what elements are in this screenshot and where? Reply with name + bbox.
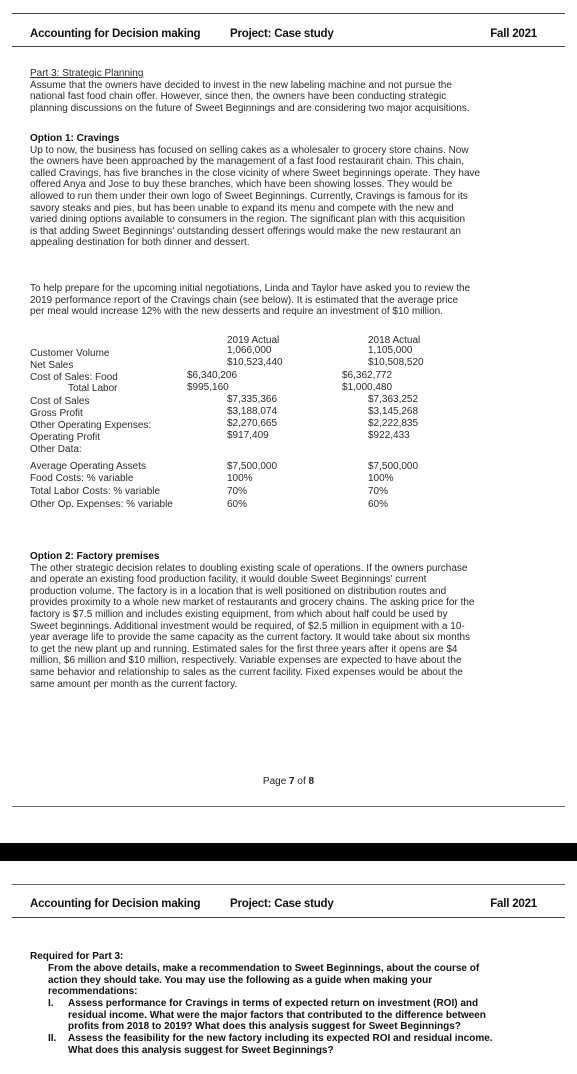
option2-line: The other strategic decision relates to doubling existing scale of operations. If the owners purchase xyxy=(30,562,468,574)
option1-line: allowed to run them under their own logo of Sweet Beginnings. Currently, Cravings is famous for its xyxy=(30,190,468,202)
required-item-line: What does this analysis suggest for Sweet Beginnings? xyxy=(68,1044,334,1056)
required-intro-line: From the above details, make a recommendation to Sweet Beginnings, about the course of xyxy=(48,963,480,974)
part3-intro-line: Assume that the owners have decided to invest in the new labeling machine and not pursue the xyxy=(30,79,452,91)
option1-line: savory steaks and pies, but has been unable to expand its menu and compete with the new and xyxy=(30,202,454,214)
cell-2018: $10,508,520 xyxy=(368,357,424,368)
option1-line: called Cravings, has five branches in the close vicinity of where Sweet beginnings operate. They have xyxy=(30,167,481,179)
header-term: Fall 2021 xyxy=(490,28,537,40)
option2-line: same behavior and relationship to sales as the current facility. Fixed expenses would be about the xyxy=(30,666,463,678)
option1-line: Up to now, the business has focused on selling cakes as a wholesaler to grocery store chains. Now xyxy=(30,144,469,156)
page-number-prefix: Page xyxy=(262,776,290,787)
row-label: Operating Profit xyxy=(30,432,101,443)
review-line: To help prepare for the upcoming initial negotiations, Linda and Taylor have asked you to review the xyxy=(30,283,471,294)
required-item-line: Assess the feasibility for the new factory including its expected ROI and residual income. xyxy=(68,1033,493,1044)
page-number-separator: of xyxy=(294,776,309,787)
row-label: Other Op. Expenses: % variable xyxy=(30,499,173,510)
option1-line: offered Anya and Jose to buy these branches, which have been showing losses. They would be xyxy=(30,179,453,191)
option1-line: the owners have been approached by the management of a fast food restaurant chain. This chain, xyxy=(30,156,464,168)
footer-rule xyxy=(12,806,565,807)
cell-2019: 70% xyxy=(227,486,248,497)
required-item-line: Assess performance for Cravings in terms of expected return on investment (ROI) and xyxy=(68,998,479,1009)
review-line: per meal would increase 12% with the new desserts and require an investment of $10 million. xyxy=(30,306,443,318)
option2-title: Option 2: Factory premises xyxy=(30,551,160,562)
row-label: Average Operating Assets xyxy=(30,461,146,472)
col-header-2019: 2019 Actual xyxy=(227,335,280,346)
row-label: Net Sales xyxy=(30,360,74,371)
row-label: Food Costs: % variable xyxy=(30,473,134,484)
option2-line: provides proximity to a whole new market of restaurants and grocery chains. The asking price for the xyxy=(30,597,475,609)
option2-line: Sweet beginnings. Additional investment would be required, of $2.5 million in equipment with a 10- xyxy=(30,620,465,632)
header-project-title: Project: Case study xyxy=(230,898,334,910)
review-line: 2019 performance report of the Cravings chain (see below). It is estimated that the average price xyxy=(30,294,459,306)
required-item-number: I. xyxy=(48,998,54,1009)
cell-2018: 70% xyxy=(368,486,389,497)
option1-title: Option 1: Cravings xyxy=(30,133,120,144)
row-label: Cost of Sales xyxy=(30,396,90,407)
document-page-2 xyxy=(0,870,577,1074)
header-course-title: Accounting for Decision making xyxy=(30,898,201,910)
option2-line: same amount per month as the current factory. xyxy=(30,678,238,690)
row-label: Other Data: xyxy=(30,444,82,455)
cell-2019: 1,066,000 xyxy=(227,345,272,356)
header-course-title: Accounting for Decision making xyxy=(30,28,201,40)
option2-line: factory is $7.5 million and includes existing equipment, from which about half could be used by xyxy=(30,608,448,620)
cell-2019: $995,160 xyxy=(187,382,229,393)
header-bottom-rule xyxy=(12,917,565,918)
col-header-2018: 2018 Actual xyxy=(368,335,421,346)
cell-2019: $10,523,440 xyxy=(227,357,283,368)
cell-2018: 60% xyxy=(368,499,389,510)
option1-line: appealing destination for both dinner and dessert. xyxy=(30,237,250,249)
cell-2019: $6,340,206 xyxy=(187,370,238,381)
required-intro-line: recommendations: xyxy=(48,986,138,998)
option2-line: million, $6 million and $10 million, respectively. Variable expenses are expected to have about the xyxy=(30,655,462,667)
cell-2019: $7,500,000 xyxy=(227,461,278,472)
cell-2019: 100% xyxy=(227,473,253,484)
cell-2018: $2,222,835 xyxy=(368,418,419,429)
required-item-number: II. xyxy=(48,1033,57,1044)
cell-2019: $7,335,366 xyxy=(227,394,278,405)
page-separator xyxy=(0,843,577,861)
header-top-rule xyxy=(12,13,565,14)
option1-review-paragraph xyxy=(30,283,538,318)
cell-2018: $922,433 xyxy=(368,430,410,441)
cell-2019: 60% xyxy=(227,499,248,510)
header-top-rule xyxy=(12,884,565,885)
option2-line: production volume. The factory is in a location that is well positioned on distribution routes and xyxy=(30,585,447,597)
required-intro-line: action they should take. You may use the following as a guide when making your xyxy=(48,974,433,986)
cell-2018: $1,000,480 xyxy=(342,382,393,393)
cell-2019: $2,270,665 xyxy=(227,418,278,429)
option1-line: is that adding Sweet Beginnings' outstanding dessert offerings would make the new restaurant an xyxy=(30,225,461,237)
row-label: Other Operating Expenses: xyxy=(30,420,152,431)
page-number-current: 7 xyxy=(289,776,295,787)
cell-2019: $917,409 xyxy=(227,430,269,441)
part3-heading: Part 3: Strategic Planning xyxy=(30,68,144,79)
part3-intro-line: national fast food chain offer. However, since then, the owners have been conducting strategic xyxy=(30,91,447,103)
option1-section xyxy=(30,133,538,249)
option1-line: varied dining options available to consumers in the region. The significant plan with this acquisition xyxy=(30,214,466,226)
option2-line: year average life to provide the same capacity as the current factory. It would take about six months xyxy=(30,632,471,644)
option2-line: to get the new plant up and running. Estimated sales for the first three years after it opens are $4 xyxy=(30,643,458,655)
header-bottom-rule xyxy=(12,46,565,47)
cell-2018: $7,363,252 xyxy=(368,394,419,405)
row-label: Cost of Sales: Food xyxy=(30,372,118,383)
part3-intro-line: planning discussions on the future of Sweet Beginnings and are considering two major acquisitions. xyxy=(30,102,470,114)
required-item-text xyxy=(68,998,538,1033)
row-label: Total Labor Costs: % variable xyxy=(30,486,161,497)
header-term: Fall 2021 xyxy=(490,898,537,910)
cell-2018: 100% xyxy=(368,473,394,484)
part3-section xyxy=(30,68,538,114)
page-number xyxy=(0,776,577,787)
cell-2018: $6,362,772 xyxy=(342,370,393,381)
required-item-text xyxy=(68,1033,538,1056)
page-number-total: 8 xyxy=(308,776,315,787)
required-item-line: residual income. What were the major factors that contributed to the difference between xyxy=(68,1009,486,1021)
row-label: Customer Volume xyxy=(30,348,110,359)
header-project-title: Project: Case study xyxy=(230,28,334,40)
required-item-line: profits from 2018 to 2019? What does this analysis suggest for Sweet Beginnings? xyxy=(68,1021,461,1033)
cell-2018: $7,500,000 xyxy=(368,461,419,472)
option2-section xyxy=(30,551,538,690)
cell-2019: $3,188,074 xyxy=(227,406,278,417)
cell-2018: 1,105,000 xyxy=(368,345,413,356)
option2-line: and operate an existing food production facility, it would double Sweet Beginnings' current xyxy=(30,574,427,586)
row-label: Gross Profit xyxy=(30,408,83,419)
cell-2018: $3,145,268 xyxy=(368,406,419,417)
required-intro xyxy=(48,963,538,998)
required-title: Required for Part 3: xyxy=(30,951,124,962)
row-label: Total Labor xyxy=(68,383,118,394)
